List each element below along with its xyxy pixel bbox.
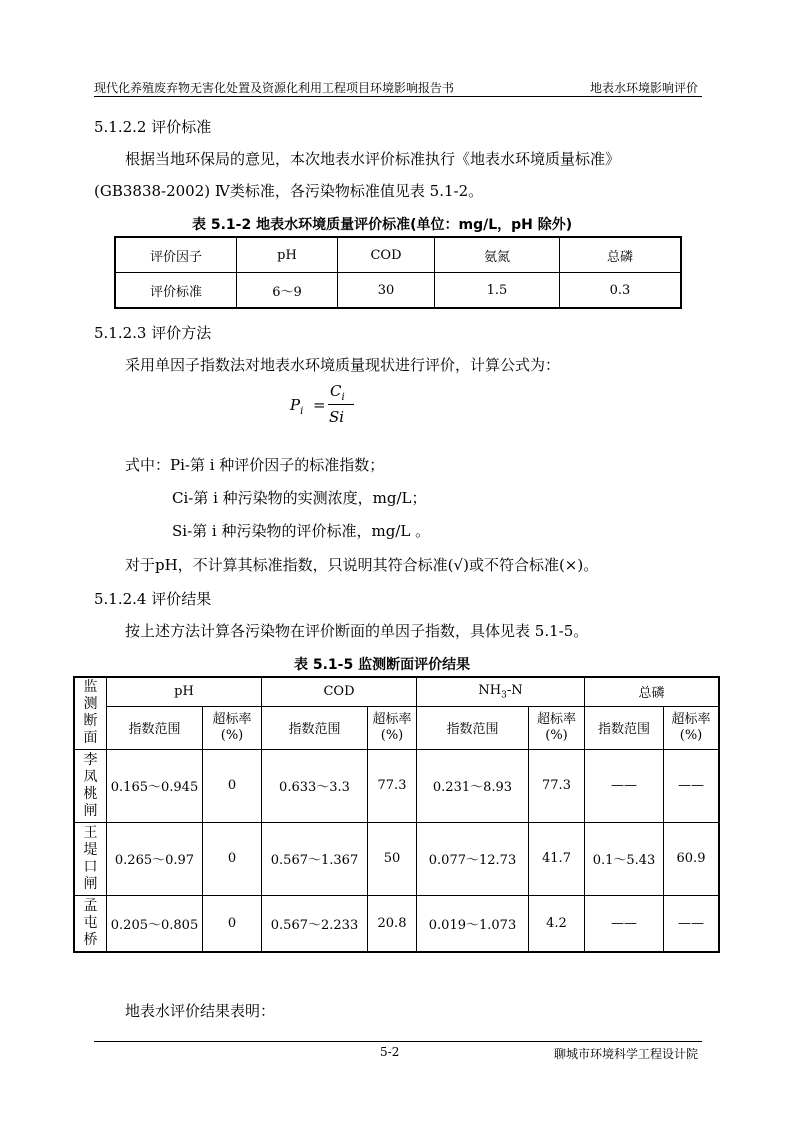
- table1-caption: 表 5.1-2 地表水环境质量评价标准(单位：mg/L，pH 除外): [192, 217, 573, 233]
- table-row: [74, 706, 719, 749]
- table-header-cell: COD: [338, 237, 435, 273]
- table-cell: 60.9: [664, 822, 720, 895]
- formula: [290, 382, 380, 426]
- table-row: [74, 895, 719, 952]
- paragraph-method-intro: 采用单因子指数法对地表水环境质量现状进行评价，计算公式为：: [125, 356, 561, 374]
- table-cell: ——: [585, 895, 664, 952]
- table-cell: ——: [664, 749, 720, 822]
- table-station-cell: 孟屯桥: [74, 895, 107, 952]
- table-group-header-tp: 总磷: [585, 677, 720, 706]
- table-station-cell: 王堤口闸: [74, 822, 107, 895]
- formula-equals: =: [313, 396, 326, 414]
- table-group-header-ph: pH: [107, 677, 262, 706]
- heading-evaluation-standard: 5.1.2.2 评价标准: [94, 118, 212, 136]
- definition-ci: Ci-第 i 种污染物的实测浓度，mg/L；: [172, 489, 427, 507]
- table-subheader-cell: 超标率(%): [368, 706, 417, 749]
- table-header-cell: pH: [237, 237, 338, 273]
- table-cell: 1.5: [435, 273, 560, 309]
- table-subheader-cell: 超标率(%): [664, 706, 720, 749]
- table-row: [74, 749, 719, 822]
- table-subheader-cell: 指数范围: [417, 706, 529, 749]
- table-subheader-cell: 超标率(%): [203, 706, 262, 749]
- page-number: 5-2: [380, 1045, 400, 1059]
- formula-numerator: $C_i$: [330, 382, 345, 403]
- paragraph-standard-line1: 根据当地环保局的意见，本次地表水评价标准执行《地表水环境质量标准》: [125, 150, 621, 168]
- table-cell: 30: [338, 273, 435, 309]
- table-cell: 77.3: [529, 749, 585, 822]
- paragraph-conclusion: 地表水评价结果表明：: [125, 1002, 276, 1020]
- table-water-quality-standard: [114, 236, 682, 309]
- table-cell: 0.077～12.73: [417, 822, 529, 895]
- table-cell: 0.019～1.073: [417, 895, 529, 952]
- table-header-cell: 氨氮: [435, 237, 560, 273]
- table-row: [115, 237, 681, 273]
- footer-organization: 聊城市环境科学工程设计院: [553, 1047, 698, 1061]
- formula-lhs: $P_i$: [290, 396, 304, 417]
- header-section: 地表水环境影响评价: [589, 81, 698, 95]
- table-group-header-nh3n: $NH_3-N$: [417, 677, 585, 706]
- table-cell: 0: [203, 822, 262, 895]
- table-subheader-cell: 指数范围: [262, 706, 368, 749]
- formula-denominator: Si: [329, 408, 345, 426]
- table-cell: 20.8: [368, 895, 417, 952]
- table-row: [74, 677, 719, 706]
- table-cell: 0.265～0.97: [107, 822, 203, 895]
- table-subheader-cell: 指数范围: [585, 706, 664, 749]
- header-rule: [94, 96, 702, 97]
- table-cell: 0.165～0.945: [107, 749, 203, 822]
- table-cell: 0.567～2.233: [262, 895, 368, 952]
- table-header-cell: 评价因子: [115, 237, 237, 273]
- table-corner-cell: 监测断面: [74, 677, 107, 749]
- paragraph-ph-note: 对于pH，不计算其标准指数，只说明其符合标准(√)或不符合标准(×)。: [125, 556, 599, 574]
- table-cell: 77.3: [368, 749, 417, 822]
- table-cell: ——: [664, 895, 720, 952]
- table-cell: 50: [368, 822, 417, 895]
- table-subheader-cell: 超标率(%): [529, 706, 585, 749]
- table-cell: ——: [585, 749, 664, 822]
- table-cell: 评价标准: [115, 273, 237, 309]
- heading-evaluation-method: 5.1.2.3 评价方法: [94, 324, 212, 342]
- table-monitoring-results: [73, 676, 720, 953]
- table-row: [74, 822, 719, 895]
- paragraph-standard-line2: (GB3838-2002) Ⅳ类标准，各污染物标准值见表 5.1-2。: [94, 182, 484, 200]
- definition-pi: 式中：Pi-第 i 种评价因子的标准指数；: [125, 456, 385, 474]
- table-cell: 0: [203, 749, 262, 822]
- table-cell: 0.567～1.367: [262, 822, 368, 895]
- table2-caption: 表 5.1-5 监测断面评价结果: [294, 657, 471, 673]
- formula-fraction-bar: [328, 404, 354, 405]
- header-title: 现代化养殖废弃物无害化处置及资源化利用工程项目环境影响报告书: [94, 81, 455, 95]
- table-cell: 0.1～5.43: [585, 822, 664, 895]
- paragraph-result-intro: 按上述方法计算各污染物在评价断面的单因子指数，具体见表 5.1-5。: [125, 622, 589, 640]
- table-row: [115, 273, 681, 309]
- table-group-header-cod: COD: [262, 677, 417, 706]
- footer-rule: [94, 1041, 702, 1042]
- table-station-cell: 李凤桃闸: [74, 749, 107, 822]
- table-cell: 6～9: [237, 273, 338, 309]
- table-cell: 0: [203, 895, 262, 952]
- table-cell: 4.2: [529, 895, 585, 952]
- table-cell: 41.7: [529, 822, 585, 895]
- heading-evaluation-result: 5.1.2.4 评价结果: [94, 590, 212, 608]
- definition-si: Si-第 i 种污染物的评价标准，mg/L 。: [172, 522, 431, 540]
- table-cell: 0.633～3.3: [262, 749, 368, 822]
- table-cell: 0.231～8.93: [417, 749, 529, 822]
- table-header-cell: 总磷: [560, 237, 682, 273]
- table-cell: 0.205～0.805: [107, 895, 203, 952]
- table-cell: 0.3: [560, 273, 682, 309]
- table-subheader-cell: 指数范围: [107, 706, 203, 749]
